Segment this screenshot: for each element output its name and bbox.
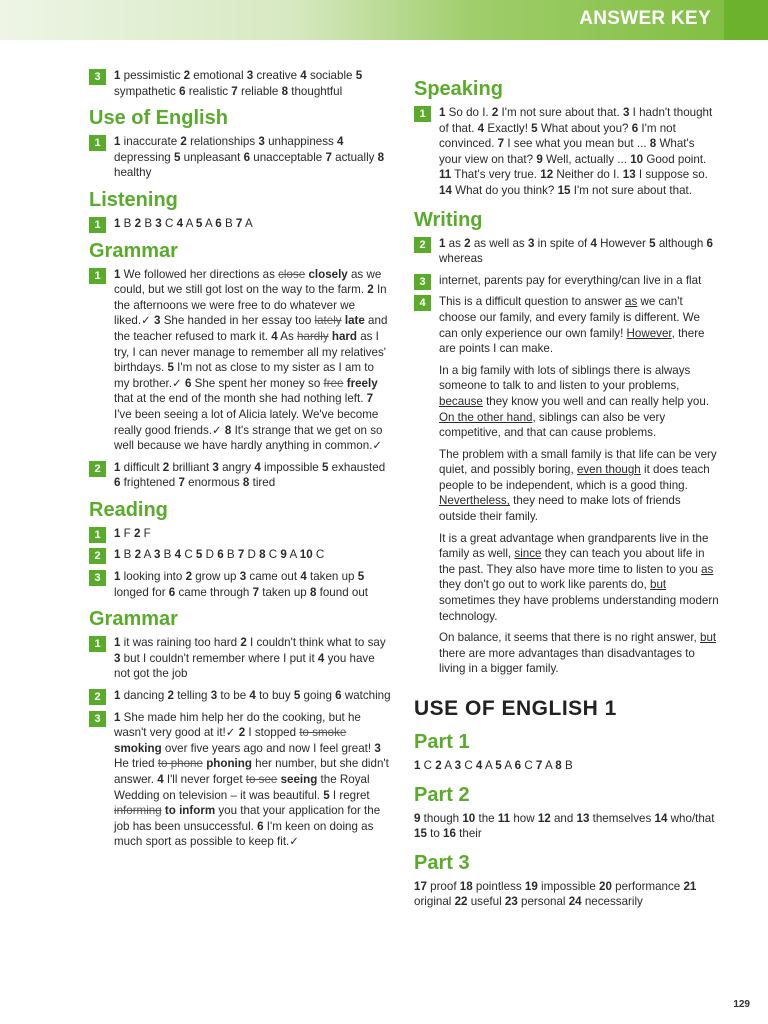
exercise-item bbox=[89, 547, 392, 563]
essay-paragraph: In a big family with lots of siblings there is always someone to talk to and listen to your problems, because they know you well and can really help you. On the other hand, siblings can also be very competitive, and that can cause problems. bbox=[439, 363, 710, 440]
exercise-number-badge: 1 bbox=[89, 217, 106, 233]
exercise-number-badge: 2 bbox=[89, 548, 106, 564]
exercise-number-badge: 1 bbox=[89, 636, 106, 652]
exercise-item bbox=[89, 569, 392, 600]
exercise-number-badge: 3 bbox=[89, 711, 106, 727]
answer-text: 1 So do I. 2 I'm not sure about that. 3 I hadn't thought of that. 4 Exactly! 5 What about you? 6 I'm not convinced. 7 I see what you mean but ... 8 What's your view on that? 9 Well, actually ... 10 Good point. 11 That's very true. 12 Neither do I. 13 I suppose so. 14 What do you think? 15 I'm not sure about that. bbox=[439, 106, 713, 197]
answer-text: This is a difficult question to answer as we can't choose our family, and every family is different. We can only experience our own family! However, there are points I can make. bbox=[439, 295, 705, 356]
exercise-number-badge: 1 bbox=[89, 135, 106, 151]
answer-text: 1 B 2 B 3 C 4 A 5 A 6 B 7 A bbox=[114, 216, 253, 230]
answer-text: 1 it was raining too hard 2 I couldn't think what to say 3 but I couldn't remember where I put it 4 you have not got the job bbox=[114, 636, 386, 681]
part-answers: 17 proof 18 pointless 19 impossible 20 performance 21 original 22 useful 23 personal 24 necessarily bbox=[414, 879, 697, 909]
section-heading: Reading bbox=[89, 498, 168, 521]
use-of-english-title: USE OF ENGLISH 1 bbox=[414, 697, 617, 720]
exercise-number-badge: 4 bbox=[414, 295, 431, 311]
section-heading: Listening bbox=[89, 188, 178, 211]
exercise-item bbox=[89, 460, 392, 491]
exercise-item bbox=[89, 526, 392, 542]
exercise-item bbox=[414, 236, 720, 267]
section-heading: Grammar bbox=[89, 608, 178, 631]
part-answers: 9 though 10 the 11 how 12 and 13 themselves 14 who/that 15 to 16 their bbox=[414, 811, 715, 841]
exercise-number-badge: 1 bbox=[89, 527, 106, 543]
exercise-number-badge: 2 bbox=[89, 461, 106, 477]
section-heading: Grammar bbox=[89, 239, 178, 262]
part-heading: Part 1 bbox=[414, 731, 470, 753]
exercise-item bbox=[89, 134, 392, 181]
exercise-number-badge: 3 bbox=[89, 570, 106, 586]
exercise-item bbox=[89, 216, 392, 232]
exercise-item bbox=[89, 688, 392, 704]
exercise-item bbox=[414, 273, 720, 289]
exercise-item bbox=[89, 68, 392, 99]
left-column bbox=[89, 68, 392, 856]
answer-text: internet, parents pay for everything/can live in a flat bbox=[439, 273, 702, 287]
answer-text: 1 F 2 F bbox=[114, 526, 151, 540]
answer-text: 1 We followed her directions as close closely as we could, but we still got lost on the way to the farm. 2 In the afternoons we were free to do whatever we liked.✓ 3 She handed in her essay too lately late and the teacher refused to mark it. 4 As hardly hard as I try, I can never manage to remember all my relatives' birthdays. 5 I'm not as close to my sister as I am to my brother.✓ 6 She spent her money so free freely that at the end of the month she had nothing left. 7 I've been seeing a lot of Alicia lately. We've become really good friends.✓ 8 It's strange that we get on so well because we have hardly anything in common.✓ bbox=[114, 267, 388, 453]
section-heading-speaking: Speaking bbox=[414, 78, 503, 100]
answer-text: 1 difficult 2 brilliant 3 angry 4 impossible 5 exhausted 6 frightened 7 enormous 8 tired bbox=[114, 460, 386, 490]
exercise-number-badge: 3 bbox=[414, 274, 431, 290]
exercise-item bbox=[414, 294, 720, 356]
section-heading-writing: Writing bbox=[414, 208, 483, 231]
exercise-item bbox=[89, 267, 392, 454]
exercise-number-badge: 2 bbox=[89, 689, 106, 705]
page-title: ANSWER KEY bbox=[579, 8, 711, 29]
essay-paragraph: The problem with a small family is that life can be very quiet, and possibly boring, even though it does teach people to be independent, which is a good thing. Nevertheless, they need to make lots of friends outside their family. bbox=[439, 447, 717, 524]
section-heading: Use of English bbox=[89, 107, 228, 130]
answer-text: 1 looking into 2 grow up 3 came out 4 taken up 5 longed for 6 came through 7 taken up 8 found out bbox=[114, 570, 368, 599]
essay-paragraph: It is a great advantage when grandparents live in the family as well, since they can teach you about life in the past. They also have more time to listen to you as they don't go out to work like parents do, but sometimes they have problems understanding modern technology. bbox=[439, 531, 719, 623]
header-edge-tab bbox=[724, 0, 768, 40]
part-heading: Part 3 bbox=[414, 851, 470, 874]
exercise-number-badge: 2 bbox=[414, 237, 431, 253]
exercise-item bbox=[89, 635, 392, 682]
part-heading: Part 2 bbox=[414, 783, 470, 806]
exercise-number-badge: 1 bbox=[89, 268, 106, 284]
exercise-number-badge: 3 bbox=[89, 69, 106, 85]
answer-text: 1 inaccurate 2 relationships 3 unhappiness 4 depressing 5 unpleasant 6 unacceptable 7 actually 8 healthy bbox=[114, 135, 385, 180]
answer-text: 1 as 2 as well as 3 in spite of 4 However 5 although 6 whereas bbox=[439, 236, 713, 266]
exercise-number-badge: 1 bbox=[414, 106, 431, 122]
right-column bbox=[414, 68, 720, 916]
answer-text: 1 dancing 2 telling 3 to be 4 to buy 5 going 6 watching bbox=[114, 689, 391, 703]
exercise-item bbox=[414, 105, 720, 199]
essay-paragraph: On balance, it seems that there is no right answer, but there are more advantages than disadvantages to living in a bigger family. bbox=[439, 631, 717, 676]
page-number: 129 bbox=[733, 999, 750, 1010]
answer-text: 1 She made him help her do the cooking, but he wasn't very good at it!✓ 2 I stopped to smoke smoking over five years ago and now I feel great! 3 He tried to phone phoning her number, but she didn't answer. 4 I'll never forget to see seeing the Royal Wedding on television – it was beautiful. 5 I regret informing to inform you that your application for the job has been unsuccessful. 6 I'm keen on doing as much sport as possible to keep fit.✓ bbox=[114, 710, 389, 849]
answer-text: 1 pessimistic 2 emotional 3 creative 4 sociable 5 sympathetic 6 realistic 7 reliable 8 thoughtful bbox=[114, 69, 363, 98]
exercise-item bbox=[89, 710, 392, 850]
answer-text: 1 B 2 A 3 B 4 C 5 D 6 B 7 D 8 C 9 A 10 C bbox=[114, 548, 325, 562]
part-answers: 1 C 2 A 3 C 4 A 5 A 6 C 7 A 8 B bbox=[414, 759, 573, 772]
